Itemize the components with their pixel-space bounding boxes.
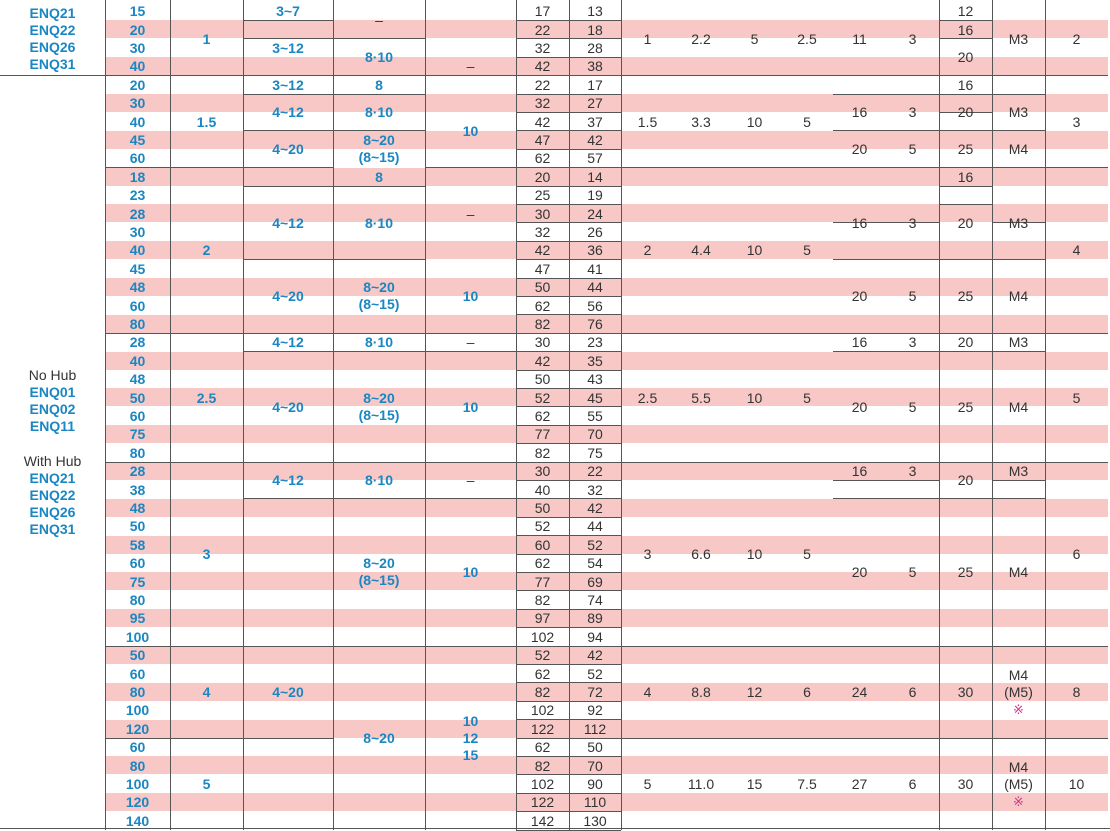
dimension-g-cell: 5 <box>803 242 811 259</box>
bore-fixed-cell: 8·10 <box>364 104 394 121</box>
pitch-diameter-cell: 110 <box>583 794 607 811</box>
bore-fixed-cell <box>333 260 425 334</box>
bore-range-cell: 4~12 <box>272 104 304 121</box>
face-width-cell: 10 <box>462 122 479 139</box>
outer-diameter-cell: 52 <box>534 518 551 535</box>
bore-fixed-cell: 8·10 <box>364 472 394 489</box>
series-code: ENQ31 <box>29 55 76 72</box>
tooth-count-cell: 20 <box>129 21 146 38</box>
dimension-j-cell: 25 <box>957 564 974 581</box>
tooth-count-cell: 30 <box>129 95 146 112</box>
tooth-count-cell: 28 <box>129 334 146 351</box>
outer-diameter-cell: 52 <box>534 389 551 406</box>
tooth-count-cell: 40 <box>129 352 146 369</box>
tooth-count-cell: 80 <box>129 444 146 461</box>
pitch-diameter-cell: 55 <box>587 407 603 424</box>
tooth-count-cell: 140 <box>125 812 150 829</box>
outer-diameter-cell: 62 <box>534 739 551 756</box>
module-cell: 1 <box>202 30 211 47</box>
module-cell: 4 <box>202 684 211 700</box>
screw-cell: M4 <box>1008 288 1029 305</box>
outer-diameter-cell: 40 <box>534 481 551 498</box>
module-repeat-cell: 4 <box>643 684 652 700</box>
dimension-g-cell: 5 <box>803 546 811 562</box>
outer-diameter-cell: 122 <box>530 794 555 811</box>
pitch-diameter-cell: 13 <box>587 3 603 20</box>
pitch-diameter-cell: 130 <box>583 812 607 829</box>
series-code: ENQ26 <box>29 504 76 521</box>
tooth-count-cell: 38 <box>129 481 146 498</box>
tooth-count-cell: 45 <box>129 260 146 277</box>
bore-range-cell: 4~20 <box>272 288 304 305</box>
pitch-diameter-cell: 42 <box>587 647 603 664</box>
dimension-i-cell: 5 <box>908 564 917 581</box>
tooth-depth-cell: 8.8 <box>691 684 711 700</box>
dimension-h-cell: 16 <box>851 334 868 351</box>
outer-diameter-cell: 102 <box>530 628 555 645</box>
tooth-depth-cell: 5.5 <box>691 389 711 406</box>
face-width-cell: – <box>466 472 475 489</box>
tooth-count-cell: 75 <box>129 573 146 590</box>
tooth-count-cell: 100 <box>125 702 150 719</box>
pitch-diameter-cell: 57 <box>587 150 603 167</box>
dimension-i-cell: 6 <box>908 684 917 700</box>
module-repeat-cell: 1.5 <box>637 113 658 130</box>
tooth-count-cell: 48 <box>129 279 146 296</box>
outer-diameter-cell: 62 <box>534 297 551 314</box>
face-width-value: 12 <box>462 729 479 746</box>
series-code: ENQ22 <box>29 487 76 504</box>
pitch-diameter-cell: 44 <box>587 518 603 535</box>
tooth-count-cell: 18 <box>129 168 146 185</box>
tooth-count-cell: 40 <box>129 113 146 130</box>
bore-range-cell: 4~20 <box>272 141 304 158</box>
dimension-j-cell: 16 <box>957 76 974 93</box>
tooth-count-cell: 28 <box>129 463 146 480</box>
bore-range-cell: 4~12 <box>272 334 304 351</box>
outer-diameter-cell: 62 <box>534 407 551 424</box>
pitch-diameter-cell: 94 <box>587 628 603 645</box>
pitch-diameter-cell: 45 <box>587 389 603 406</box>
dimension-k-cell: 4 <box>1072 242 1081 259</box>
pitch-diameter-cell: 69 <box>587 573 603 590</box>
bore-range-cell: 3~12 <box>272 76 304 93</box>
module-repeat-cell: 1 <box>643 30 652 47</box>
pitch-diameter-cell: 52 <box>587 536 603 553</box>
bore-fixed-cell: 8·10 <box>364 49 394 66</box>
tooth-depth-cell: 4.4 <box>691 242 711 259</box>
pitch-diameter-cell: 14 <box>587 168 603 185</box>
tooth-count-cell: 40 <box>129 242 146 259</box>
outer-diameter-cell: 77 <box>534 426 551 443</box>
bore-fixed-cell: – <box>375 12 383 29</box>
tooth-count-cell: 50 <box>129 518 146 535</box>
dimension-i-cell: 3 <box>908 214 917 231</box>
outer-diameter-cell: 42 <box>534 352 551 369</box>
face-width-cell <box>425 646 516 830</box>
tooth-count-cell: 50 <box>129 389 146 406</box>
dimension-h-cell: 20 <box>851 564 868 581</box>
pitch-diameter-cell: 18 <box>587 21 603 38</box>
outer-diameter-cell: 42 <box>534 113 551 130</box>
face-width-cell: 10 <box>462 288 479 305</box>
pitch-diameter-cell: 89 <box>587 610 603 627</box>
tooth-count-cell: 80 <box>129 315 146 332</box>
series-code: ENQ22 <box>29 21 76 38</box>
bore-fixed-cell: 8 <box>375 76 383 93</box>
module-cell: 2 <box>202 242 211 259</box>
module-cell: 5 <box>202 776 211 792</box>
dimension-f-cell: 10 <box>746 389 763 406</box>
face-width-cell: – <box>466 205 475 222</box>
dimension-k-cell: 10 <box>1068 776 1085 792</box>
module-cell: 1.5 <box>196 113 217 130</box>
dimension-g-cell: 5 <box>803 113 811 130</box>
dimension-i-cell: 5 <box>908 398 917 415</box>
dimension-f-cell: 12 <box>746 684 763 700</box>
dimension-j-cell: 20 <box>957 334 974 351</box>
screw-cell: M4 <box>1008 141 1029 158</box>
dimension-k-cell: 3 <box>1072 113 1081 130</box>
screw-cell: M4 <box>1008 398 1029 415</box>
bore-fixed-cell: 8 <box>375 168 383 185</box>
dimension-j-cell: 20 <box>957 104 974 121</box>
tooth-count-cell: 30 <box>129 223 146 240</box>
tooth-count-cell: 80 <box>129 683 146 700</box>
series-code: ENQ26 <box>29 38 76 55</box>
outer-diameter-cell: 60 <box>534 536 551 553</box>
dimension-f-cell: 10 <box>746 546 763 562</box>
pitch-diameter-cell: 37 <box>587 113 603 130</box>
module-repeat-cell: 5 <box>643 776 652 792</box>
pitch-diameter-cell: 24 <box>587 205 603 222</box>
dimension-h-cell: 16 <box>851 214 868 231</box>
outer-diameter-cell: 62 <box>534 665 551 682</box>
note-mark-icon: ※ <box>1013 701 1024 717</box>
tooth-depth-cell: 2.2 <box>691 30 711 47</box>
screw-value: M4 <box>1008 758 1029 775</box>
outer-diameter-cell: 52 <box>534 647 551 664</box>
tooth-count-cell: 23 <box>129 187 146 204</box>
face-width-cell: – <box>466 58 475 75</box>
outer-diameter-cell: 30 <box>534 334 551 351</box>
tooth-count-cell: 95 <box>129 610 146 627</box>
module-cell: 2.5 <box>196 389 217 406</box>
dimension-j-cell: 25 <box>957 398 974 415</box>
outer-diameter-cell: 32 <box>534 223 551 240</box>
dimension-g-cell: 5 <box>803 389 811 406</box>
pitch-diameter-cell: 26 <box>587 223 603 240</box>
tooth-count-cell: 60 <box>129 555 146 572</box>
outer-diameter-cell: 122 <box>530 720 555 737</box>
outer-diameter-cell: 82 <box>534 683 551 700</box>
series-code: ENQ02 <box>29 401 76 418</box>
tooth-count-cell: 48 <box>129 499 146 516</box>
outer-diameter-cell: 20 <box>534 168 551 185</box>
outer-diameter-cell: 142 <box>530 812 555 829</box>
bore-fixed-cell: 8·10 <box>364 334 394 351</box>
dimension-g-cell: 6 <box>803 684 811 700</box>
outer-diameter-cell: 47 <box>534 131 551 148</box>
dimension-k-cell: 8 <box>1072 684 1081 700</box>
tooth-count-cell: 45 <box>129 131 146 148</box>
outer-diameter-cell: 17 <box>534 3 551 20</box>
outer-diameter-cell: 25 <box>534 187 551 204</box>
bore-range-cell: 4~20 <box>272 684 304 700</box>
face-width-cell: 10 <box>462 398 479 415</box>
screw-value: M4 <box>1008 666 1029 683</box>
bore-fixed-cell <box>333 499 425 646</box>
bore-fixed-cell: 8~20 <box>363 730 395 746</box>
bore-fixed-alt: (8~15) <box>358 149 400 166</box>
tooth-count-cell: 100 <box>125 775 150 792</box>
bore-fixed-value: 8~20 <box>363 389 395 406</box>
pitch-diameter-cell: 22 <box>587 463 603 480</box>
dimension-j-cell: 20 <box>957 472 974 489</box>
bore-range-cell: 4~12 <box>272 472 304 489</box>
bore-fixed-alt: (8~15) <box>358 296 400 313</box>
pitch-diameter-cell: 17 <box>587 76 603 93</box>
tooth-count-cell: 120 <box>125 794 150 811</box>
dimension-j-cell: 20 <box>957 214 974 231</box>
tooth-count-cell: 100 <box>125 628 150 645</box>
series-code: ENQ21 <box>29 470 76 487</box>
outer-diameter-cell: 42 <box>534 58 551 75</box>
pitch-diameter-cell: 32 <box>587 481 603 498</box>
pitch-diameter-cell: 42 <box>587 131 603 148</box>
dimension-f-cell: 5 <box>750 30 759 47</box>
dimension-i-cell: 3 <box>908 463 917 480</box>
outer-diameter-cell: 50 <box>534 279 551 296</box>
dimension-f-cell: 10 <box>746 113 763 130</box>
dimension-j-cell: 12 <box>957 3 974 20</box>
with-hub-label: With Hub <box>23 453 82 470</box>
dimension-j-cell: 25 <box>957 141 974 158</box>
dimension-f-cell: 15 <box>746 776 763 792</box>
outer-diameter-cell: 102 <box>530 702 555 719</box>
module-cell: 3 <box>202 546 211 562</box>
bore-range-cell: 3~7 <box>276 3 300 20</box>
tooth-count-cell: 60 <box>129 150 146 167</box>
pitch-diameter-cell: 52 <box>587 665 603 682</box>
face-width-value: 15 <box>462 746 479 763</box>
module-repeat-cell: 3 <box>643 546 652 562</box>
tooth-count-cell: 80 <box>129 757 146 774</box>
face-width-cell: – <box>466 334 475 351</box>
dimension-i-cell: 6 <box>908 776 917 792</box>
tooth-depth-cell: 6.6 <box>691 546 711 562</box>
outer-diameter-cell: 50 <box>534 499 551 516</box>
screw-cell: M4 <box>1008 564 1029 581</box>
outer-diameter-cell: 62 <box>534 555 551 572</box>
outer-diameter-cell: 82 <box>534 591 551 608</box>
series-code: ENQ21 <box>29 4 76 21</box>
screw-cell <box>992 738 1045 830</box>
bore-fixed-value: 8~20 <box>363 279 395 296</box>
dimension-i-cell: 5 <box>908 141 917 158</box>
dimension-h-cell: 11 <box>852 30 867 47</box>
screw-cell: M3 <box>1008 104 1029 121</box>
dimension-g-cell: 2.5 <box>797 30 817 47</box>
screw-cell: M3 <box>1008 463 1029 480</box>
tooth-count-cell: 58 <box>129 536 146 553</box>
screw-alt: (M5) <box>1004 683 1033 700</box>
pitch-diameter-cell: 41 <box>587 260 603 277</box>
dimension-i-cell: 5 <box>908 288 917 305</box>
module-repeat-cell: 2.5 <box>637 389 658 406</box>
series-code: ENQ11 <box>29 418 76 435</box>
screw-cell: M3 <box>1008 30 1029 47</box>
dimension-g-cell: 7.5 <box>797 776 817 792</box>
dimension-h-cell: 20 <box>851 288 868 305</box>
no-hub-label: No Hub <box>28 367 77 384</box>
pitch-diameter-cell: 23 <box>587 334 603 351</box>
tooth-count-cell: 30 <box>129 39 146 56</box>
dimension-j-cell: 20 <box>957 49 974 66</box>
pitch-diameter-cell: 70 <box>587 426 603 443</box>
tooth-depth-cell: 11.0 <box>687 776 715 792</box>
bore-range-cell: 3~12 <box>272 39 304 56</box>
face-width-cell: 10 <box>462 564 479 581</box>
pitch-diameter-cell: 74 <box>587 591 603 608</box>
dimension-k-cell: 2 <box>1072 30 1081 47</box>
outer-diameter-cell: 30 <box>534 463 551 480</box>
pitch-diameter-cell: 44 <box>587 279 603 296</box>
outer-diameter-cell: 62 <box>534 150 551 167</box>
bore-fixed-cell <box>333 131 425 168</box>
pitch-diameter-cell: 19 <box>587 187 603 204</box>
pitch-diameter-cell: 92 <box>587 702 603 719</box>
bore-fixed-value: 8~20 <box>363 555 395 572</box>
tooth-count-cell: 60 <box>129 739 146 756</box>
series-code-group <box>0 76 105 830</box>
screw-cell <box>992 646 1045 738</box>
tooth-count-cell: 40 <box>129 58 146 75</box>
outer-diameter-cell: 22 <box>534 76 551 93</box>
pitch-diameter-cell: 70 <box>587 757 603 774</box>
face-width-value: 10 <box>462 712 479 729</box>
dimension-h-cell: 16 <box>851 463 868 480</box>
module-repeat-cell: 2 <box>643 242 652 259</box>
outer-diameter-cell: 97 <box>534 610 551 627</box>
dimension-j-cell: 30 <box>957 776 974 792</box>
dimension-j-cell: 30 <box>957 684 974 700</box>
bore-range-cell: 4~12 <box>272 214 304 231</box>
pitch-diameter-cell: 36 <box>587 242 603 259</box>
tooth-count-cell: 48 <box>129 371 146 388</box>
screw-alt: (M5) <box>1004 775 1033 792</box>
dimension-h-cell: 27 <box>851 776 868 792</box>
pitch-diameter-cell: 43 <box>587 371 603 388</box>
outer-diameter-cell: 82 <box>534 315 551 332</box>
tooth-count-cell: 60 <box>129 665 146 682</box>
outer-diameter-cell: 42 <box>534 242 551 259</box>
outer-diameter-cell: 22 <box>534 21 551 38</box>
tooth-count-cell: 50 <box>129 647 146 664</box>
outer-diameter-cell: 102 <box>530 775 555 792</box>
series-code-group <box>0 2 105 76</box>
bore-fixed-cell: 8·10 <box>364 214 394 231</box>
bore-fixed-cell <box>333 352 425 462</box>
bore-fixed-alt: (8~15) <box>358 406 400 423</box>
pitch-diameter-cell: 42 <box>587 499 603 516</box>
outer-diameter-cell: 77 <box>534 573 551 590</box>
outer-diameter-cell: 32 <box>534 95 551 112</box>
outer-diameter-cell: 82 <box>534 444 551 461</box>
bore-range-cell: 4~20 <box>272 398 304 415</box>
pitch-diameter-cell: 112 <box>583 720 607 737</box>
dimension-j-cell: 25 <box>957 288 974 305</box>
series-code: ENQ01 <box>29 384 76 401</box>
screw-cell: M3 <box>1008 334 1029 351</box>
outer-diameter-cell: 50 <box>534 371 551 388</box>
dimension-h-cell: 20 <box>851 398 868 415</box>
outer-diameter-cell: 32 <box>534 39 551 56</box>
outer-diameter-cell: 47 <box>534 260 551 277</box>
tooth-count-cell: 60 <box>129 297 146 314</box>
pitch-diameter-cell: 38 <box>587 58 603 75</box>
note-mark-icon: ※ <box>1013 793 1024 809</box>
tooth-count-cell: 75 <box>129 426 146 443</box>
outer-diameter-cell: 82 <box>534 757 551 774</box>
outer-diameter-cell: 30 <box>534 205 551 222</box>
tooth-count-cell: 60 <box>129 407 146 424</box>
bore-fixed-value: 8~20 <box>363 132 395 149</box>
dimension-f-cell: 10 <box>746 242 763 259</box>
tooth-depth-cell: 3.3 <box>691 113 711 130</box>
pitch-diameter-cell: 35 <box>587 352 603 369</box>
dimension-i-cell: 3 <box>908 334 917 351</box>
dimension-i-cell: 3 <box>908 104 917 121</box>
screw-cell: M3 <box>1008 214 1029 231</box>
pitch-diameter-cell: 50 <box>587 739 603 756</box>
tooth-count-cell: 20 <box>129 76 146 93</box>
series-code: ENQ31 <box>29 521 76 538</box>
tooth-count-cell: 120 <box>125 720 150 737</box>
dimension-j-cell: 16 <box>957 168 974 185</box>
dimension-h-cell: 20 <box>851 141 868 158</box>
tooth-count-cell: 80 <box>129 591 146 608</box>
dimension-k-cell: 5 <box>1072 389 1081 406</box>
dimension-h-cell: 24 <box>851 684 868 700</box>
bore-fixed-alt: (8~15) <box>358 572 400 589</box>
dimension-i-cell: 3 <box>908 30 917 47</box>
pitch-diameter-cell: 75 <box>587 444 603 461</box>
tooth-count-cell: 28 <box>129 205 146 222</box>
dimension-j-cell: 16 <box>957 21 974 38</box>
pitch-diameter-cell: 90 <box>587 775 603 792</box>
pitch-diameter-cell: 28 <box>587 39 603 56</box>
pitch-diameter-cell: 72 <box>587 683 603 700</box>
tooth-count-cell: 15 <box>129 3 146 20</box>
dimension-h-cell: 16 <box>851 104 868 121</box>
pitch-diameter-cell: 54 <box>587 555 603 572</box>
pitch-diameter-cell: 27 <box>587 95 603 112</box>
dimension-k-cell: 6 <box>1072 546 1081 562</box>
pitch-diameter-cell: 56 <box>587 297 603 314</box>
pitch-diameter-cell: 76 <box>587 315 603 332</box>
